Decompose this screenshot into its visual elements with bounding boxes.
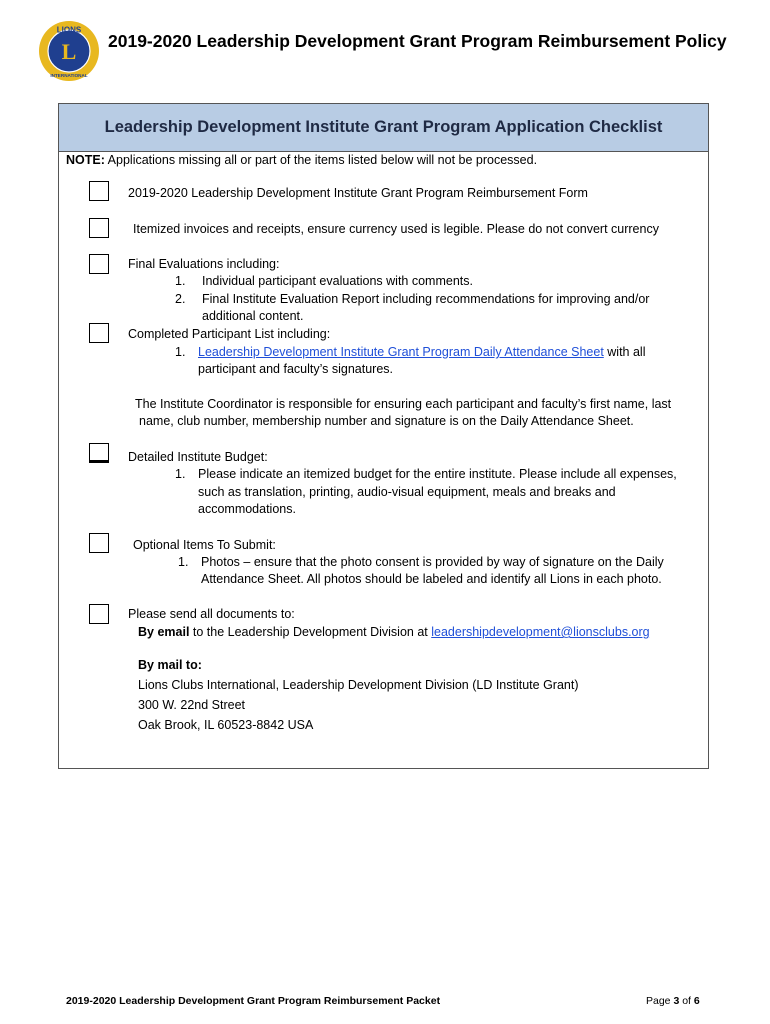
checkbox-invoices[interactable]: [89, 218, 109, 238]
logo-letter: L: [61, 39, 77, 64]
mail-address-line3: Oak Brook, IL 60523-8842 USA: [138, 718, 314, 732]
checklist-heading: Leadership Development Institute Grant Program Application Checklist: [59, 104, 708, 152]
page-number: 3: [673, 995, 680, 1007]
attendance-sheet-link[interactable]: Leadership Development Institute Grant Program Daily Attendance Sheet: [198, 345, 604, 359]
email-link[interactable]: leadershipdevelopment@lionsclubs.org: [431, 625, 650, 639]
item-budget-sub1-line1: Please indicate an itemized budget for the entire institute. Please include all expenses,: [198, 467, 677, 481]
item-participant-list-sub1-line2: participant and faculty’s signatures.: [198, 362, 394, 376]
item-optional-title: Optional Items To Submit:: [133, 538, 276, 552]
item-send-title: Please send all documents to:: [128, 607, 295, 621]
email-label: By email: [138, 625, 190, 639]
checkbox-budget[interactable]: [89, 443, 109, 463]
item-budget-sub1-line3: accommodations.: [198, 502, 296, 516]
list-number: 1.: [175, 274, 186, 288]
item-reimbursement-form: 2019-2020 Leadership Development Institute Grant Program Reimbursement Form: [128, 186, 588, 200]
item-optional-sub1-line2: Attendance Sheet. All photos should be labeled and identify all Lions in each photo.: [201, 572, 662, 586]
item-budget-sub1-line2: such as translation, printing, audio-visual equipment, meals and breaks and: [198, 485, 616, 499]
item-evaluations-sub1: Individual participant evaluations with comments.: [202, 274, 473, 288]
item-optional-sub1-line1: Photos – ensure that the photo consent is provided by way of signature on the Daily: [201, 555, 664, 569]
footer-title: 2019-2020 Leadership Development Grant Program Reimbursement Packet: [66, 995, 441, 1007]
item-evaluations-title: Final Evaluations including:: [128, 257, 280, 271]
coordinator-note-line2: name, club number, membership number and signature is on the Daily Attendance Sheet.: [139, 414, 634, 428]
checkbox-evaluations[interactable]: [89, 254, 109, 274]
list-number: 1.: [175, 467, 186, 481]
note-label: NOTE:: [66, 153, 105, 167]
mail-address-line2: 300 W. 22nd Street: [138, 698, 246, 712]
item-evaluations-sub2-line1: Final Institute Evaluation Report including recommendations for improving and/or: [202, 292, 650, 306]
note-line: [66, 152, 537, 170]
item-participant-list-sub1: [198, 344, 645, 362]
checkbox-send-documents[interactable]: [89, 604, 109, 624]
page-title: 2019-2020 Leadership Development Grant Program Reimbursement Policy: [108, 31, 727, 51]
coordinator-note-line1: The Institute Coordinator is responsible for ensuring each participant and faculty’s first name, last: [135, 397, 672, 411]
email-text: to the Leadership Development Division at: [189, 625, 432, 639]
item-budget-title: Detailed Institute Budget:: [128, 450, 268, 464]
mail-label: [138, 657, 202, 675]
checkbox-participant-list[interactable]: [89, 323, 109, 343]
item-invoices: Itemized invoices and receipts, ensure currency used is legible. Please do not convert currency: [133, 222, 659, 236]
checkbox-reimbursement-form[interactable]: [89, 181, 109, 201]
note-text: Applications missing all or part of the items listed below will not be processed.: [104, 153, 538, 167]
list-number: 2.: [175, 292, 186, 306]
email-line: [138, 624, 650, 642]
item-evaluations-sub2-line2: additional content.: [202, 309, 304, 323]
checkbox-optional-items[interactable]: [89, 533, 109, 553]
page-total: 6: [693, 995, 700, 1007]
logo-text-top: LIONS: [56, 25, 82, 35]
logo-text-bottom: INTERNATIONAL: [50, 73, 88, 78]
lions-logo: [38, 20, 100, 82]
mail-address-line1: Lions Clubs International, Leadership Development Division (LD Institute Grant): [138, 678, 579, 692]
page-prefix: Page: [646, 995, 674, 1007]
list-number: 1.: [178, 555, 189, 569]
list-number: 1.: [175, 345, 186, 359]
mail-label-text: By mail to:: [138, 658, 202, 672]
page-indicator: [646, 995, 700, 1007]
page-mid: of: [679, 995, 694, 1007]
attendance-sheet-after: with all: [603, 345, 646, 359]
item-participant-list-title: Completed Participant List including:: [128, 327, 331, 341]
